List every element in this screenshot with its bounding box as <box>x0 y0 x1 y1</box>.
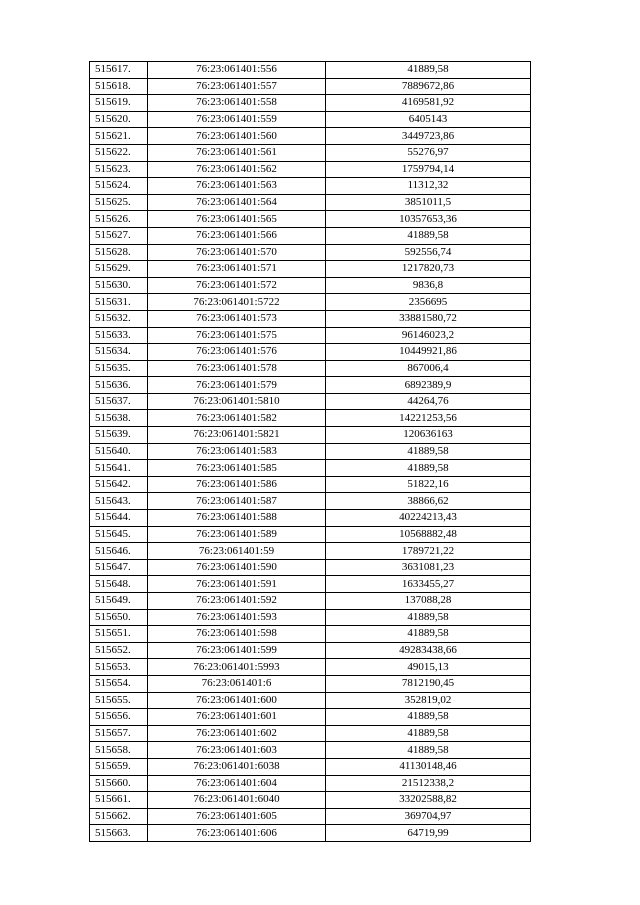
row-number-cell: 515655. <box>90 692 148 709</box>
row-number-cell: 515624. <box>90 178 148 195</box>
row-number-cell: 515630. <box>90 277 148 294</box>
cadastral-value-cell: 40224213,43 <box>326 510 531 527</box>
table-row <box>90 443 531 460</box>
cadastral-value-cell: 41130148,46 <box>326 758 531 775</box>
cadastral-number-cell: 76:23:061401:5810 <box>148 393 326 410</box>
row-number-cell: 515643. <box>90 493 148 510</box>
row-number-cell: 515621. <box>90 128 148 145</box>
cadastral-value-cell: 49283438,66 <box>326 642 531 659</box>
cadastral-value-cell: 41889,58 <box>326 227 531 244</box>
table-body <box>90 62 531 842</box>
row-number-cell: 515654. <box>90 675 148 692</box>
row-number-cell: 515623. <box>90 161 148 178</box>
cadastral-number-cell: 76:23:061401:593 <box>148 609 326 626</box>
cadastral-number-cell: 76:23:061401:602 <box>148 725 326 742</box>
cadastral-number-cell: 76:23:061401:5722 <box>148 294 326 311</box>
cadastral-value-cell: 1759794,14 <box>326 161 531 178</box>
table-row <box>90 244 531 261</box>
cadastral-value-cell: 41889,58 <box>326 609 531 626</box>
cadastral-value-cell: 38866,62 <box>326 493 531 510</box>
row-number-cell: 515626. <box>90 211 148 228</box>
cadastral-number-cell: 76:23:061401:605 <box>148 808 326 825</box>
cadastral-value-cell: 369704,97 <box>326 808 531 825</box>
table-row <box>90 725 531 742</box>
cadastral-value-cell: 3851011,5 <box>326 194 531 211</box>
row-number-cell: 515631. <box>90 294 148 311</box>
table-row <box>90 510 531 527</box>
row-number-cell: 515652. <box>90 642 148 659</box>
table-row <box>90 144 531 161</box>
cadastral-value-cell: 6405143 <box>326 111 531 128</box>
table-row <box>90 576 531 593</box>
row-number-cell: 515619. <box>90 95 148 112</box>
cadastral-value-cell: 120636163 <box>326 427 531 444</box>
cadastral-number-cell: 76:23:061401:59 <box>148 543 326 560</box>
cadastral-number-cell: 76:23:061401:586 <box>148 476 326 493</box>
cadastral-number-cell: 76:23:061401:6040 <box>148 792 326 809</box>
cadastral-number-cell: 76:23:061401:566 <box>148 227 326 244</box>
table-row <box>90 593 531 610</box>
cadastral-number-cell: 76:23:061401:572 <box>148 277 326 294</box>
cadastral-value-cell: 137088,28 <box>326 593 531 610</box>
row-number-cell: 515660. <box>90 775 148 792</box>
table-row <box>90 294 531 311</box>
cadastral-value-cell: 41889,58 <box>326 443 531 460</box>
cadastral-number-cell: 76:23:061401:562 <box>148 161 326 178</box>
cadastral-number-cell: 76:23:061401:557 <box>148 78 326 95</box>
table-row <box>90 559 531 576</box>
row-number-cell: 515637. <box>90 393 148 410</box>
row-number-cell: 515640. <box>90 443 148 460</box>
table-row <box>90 393 531 410</box>
cadastral-number-cell: 76:23:061401:571 <box>148 261 326 278</box>
table-row <box>90 377 531 394</box>
table-row <box>90 111 531 128</box>
row-number-cell: 515639. <box>90 427 148 444</box>
row-number-cell: 515622. <box>90 144 148 161</box>
cadastral-value-cell: 2356695 <box>326 294 531 311</box>
cadastral-number-cell: 76:23:061401:587 <box>148 493 326 510</box>
table-row <box>90 808 531 825</box>
cadastral-number-cell: 76:23:061401:573 <box>148 310 326 327</box>
row-number-cell: 515646. <box>90 543 148 560</box>
cadastral-value-cell: 64719,99 <box>326 825 531 842</box>
row-number-cell: 515649. <box>90 593 148 610</box>
table-row <box>90 493 531 510</box>
table-row <box>90 526 531 543</box>
cadastral-value-cell: 51822,16 <box>326 476 531 493</box>
cadastral-value-cell: 352819,02 <box>326 692 531 709</box>
table-row <box>90 460 531 477</box>
row-number-cell: 515644. <box>90 510 148 527</box>
table-row <box>90 427 531 444</box>
cadastral-value-cell: 49015,13 <box>326 659 531 676</box>
table-row <box>90 128 531 145</box>
row-number-cell: 515617. <box>90 62 148 79</box>
cadastral-number-cell: 76:23:061401:565 <box>148 211 326 228</box>
cadastral-number-cell: 76:23:061401:5993 <box>148 659 326 676</box>
row-number-cell: 515634. <box>90 344 148 361</box>
cadastral-number-cell: 76:23:061401:564 <box>148 194 326 211</box>
cadastral-number-cell: 76:23:061401:599 <box>148 642 326 659</box>
table-row <box>90 277 531 294</box>
row-number-cell: 515627. <box>90 227 148 244</box>
cadastral-number-cell: 76:23:061401:598 <box>148 626 326 643</box>
cadastral-value-cell: 10568882,48 <box>326 526 531 543</box>
cadastral-number-cell: 76:23:061401:601 <box>148 709 326 726</box>
row-number-cell: 515620. <box>90 111 148 128</box>
cadastral-value-cell: 6892389,9 <box>326 377 531 394</box>
cadastral-number-cell: 76:23:061401:559 <box>148 111 326 128</box>
row-number-cell: 515636. <box>90 377 148 394</box>
cadastral-number-cell: 76:23:061401:556 <box>148 62 326 79</box>
table-row <box>90 360 531 377</box>
table-row <box>90 227 531 244</box>
row-number-cell: 515628. <box>90 244 148 261</box>
row-number-cell: 515658. <box>90 742 148 759</box>
table-row <box>90 775 531 792</box>
row-number-cell: 515642. <box>90 476 148 493</box>
table-row <box>90 709 531 726</box>
row-number-cell: 515656. <box>90 709 148 726</box>
cadastral-number-cell: 76:23:061401:6038 <box>148 758 326 775</box>
cadastral-value-cell: 3631081,23 <box>326 559 531 576</box>
row-number-cell: 515633. <box>90 327 148 344</box>
cadastral-value-cell: 7812190,45 <box>326 675 531 692</box>
cadastral-value-cell: 1217820,73 <box>326 261 531 278</box>
cadastral-number-cell: 76:23:061401:591 <box>148 576 326 593</box>
row-number-cell: 515629. <box>90 261 148 278</box>
row-number-cell: 515647. <box>90 559 148 576</box>
cadastral-number-cell: 76:23:061401:585 <box>148 460 326 477</box>
cadastral-number-cell: 76:23:061401:560 <box>148 128 326 145</box>
cadastral-number-cell: 76:23:061401:604 <box>148 775 326 792</box>
cadastral-value-cell: 10357653,36 <box>326 211 531 228</box>
cadastral-number-cell: 76:23:061401:588 <box>148 510 326 527</box>
table-row <box>90 344 531 361</box>
cadastral-number-cell: 76:23:061401:575 <box>148 327 326 344</box>
cadastral-number-cell: 76:23:061401:570 <box>148 244 326 261</box>
cadastral-number-cell: 76:23:061401:590 <box>148 559 326 576</box>
table-row <box>90 211 531 228</box>
cadastral-number-cell: 76:23:061401:579 <box>148 377 326 394</box>
cadastral-number-cell: 76:23:061401:5821 <box>148 427 326 444</box>
row-number-cell: 515632. <box>90 310 148 327</box>
cadastral-number-cell: 76:23:061401:576 <box>148 344 326 361</box>
cadastral-value-cell: 11312,32 <box>326 178 531 195</box>
cadastral-value-cell: 9836,8 <box>326 277 531 294</box>
cadastral-value-cell: 33202588,82 <box>326 792 531 809</box>
cadastral-value-cell: 14221253,56 <box>326 410 531 427</box>
row-number-cell: 515635. <box>90 360 148 377</box>
table-row <box>90 261 531 278</box>
table-row <box>90 194 531 211</box>
table-row <box>90 742 531 759</box>
table-row <box>90 758 531 775</box>
row-number-cell: 515648. <box>90 576 148 593</box>
cadastral-value-cell: 55276,97 <box>326 144 531 161</box>
cadastral-value-cell: 1789721,22 <box>326 543 531 560</box>
cadastral-number-cell: 76:23:061401:578 <box>148 360 326 377</box>
row-number-cell: 515663. <box>90 825 148 842</box>
table-row <box>90 410 531 427</box>
table-row <box>90 543 531 560</box>
table-row <box>90 178 531 195</box>
row-number-cell: 515662. <box>90 808 148 825</box>
row-number-cell: 515638. <box>90 410 148 427</box>
cadastral-number-cell: 76:23:061401:558 <box>148 95 326 112</box>
row-number-cell: 515661. <box>90 792 148 809</box>
cadastral-value-cell: 41889,58 <box>326 742 531 759</box>
cadastral-value-cell: 867006,4 <box>326 360 531 377</box>
cadastral-value-cell: 41889,58 <box>326 709 531 726</box>
table-row <box>90 476 531 493</box>
row-number-cell: 515651. <box>90 626 148 643</box>
cadastral-value-cell: 41889,58 <box>326 626 531 643</box>
cadastral-number-cell: 76:23:061401:561 <box>148 144 326 161</box>
table-row <box>90 659 531 676</box>
cadastral-value-table <box>89 61 531 842</box>
row-number-cell: 515653. <box>90 659 148 676</box>
table-row <box>90 675 531 692</box>
table-row <box>90 62 531 79</box>
row-number-cell: 515659. <box>90 758 148 775</box>
cadastral-value-cell: 4169581,92 <box>326 95 531 112</box>
table-row <box>90 95 531 112</box>
cadastral-value-cell: 7889672,86 <box>326 78 531 95</box>
table-row <box>90 792 531 809</box>
row-number-cell: 515618. <box>90 78 148 95</box>
cadastral-value-cell: 41889,58 <box>326 725 531 742</box>
cadastral-number-cell: 76:23:061401:6 <box>148 675 326 692</box>
cadastral-value-cell: 44264,76 <box>326 393 531 410</box>
table-row <box>90 825 531 842</box>
cadastral-value-cell: 21512338,2 <box>326 775 531 792</box>
table-row <box>90 692 531 709</box>
row-number-cell: 515650. <box>90 609 148 626</box>
row-number-cell: 515641. <box>90 460 148 477</box>
cadastral-value-cell: 10449921,86 <box>326 344 531 361</box>
cadastral-value-cell: 592556,74 <box>326 244 531 261</box>
row-number-cell: 515657. <box>90 725 148 742</box>
table-row <box>90 310 531 327</box>
cadastral-value-cell: 1633455,27 <box>326 576 531 593</box>
cadastral-number-cell: 76:23:061401:600 <box>148 692 326 709</box>
cadastral-value-cell: 41889,58 <box>326 62 531 79</box>
cadastral-number-cell: 76:23:061401:582 <box>148 410 326 427</box>
row-number-cell: 515625. <box>90 194 148 211</box>
table-row <box>90 327 531 344</box>
cadastral-value-cell: 41889,58 <box>326 460 531 477</box>
table-row <box>90 626 531 643</box>
table-row <box>90 78 531 95</box>
table-row <box>90 609 531 626</box>
cadastral-number-cell: 76:23:061401:592 <box>148 593 326 610</box>
cadastral-number-cell: 76:23:061401:563 <box>148 178 326 195</box>
cadastral-number-cell: 76:23:061401:583 <box>148 443 326 460</box>
table-row <box>90 642 531 659</box>
cadastral-value-cell: 3449723,86 <box>326 128 531 145</box>
table-row <box>90 161 531 178</box>
cadastral-number-cell: 76:23:061401:589 <box>148 526 326 543</box>
cadastral-number-cell: 76:23:061401:606 <box>148 825 326 842</box>
cadastral-value-cell: 96146023,2 <box>326 327 531 344</box>
row-number-cell: 515645. <box>90 526 148 543</box>
cadastral-value-cell: 33881580,72 <box>326 310 531 327</box>
cadastral-number-cell: 76:23:061401:603 <box>148 742 326 759</box>
